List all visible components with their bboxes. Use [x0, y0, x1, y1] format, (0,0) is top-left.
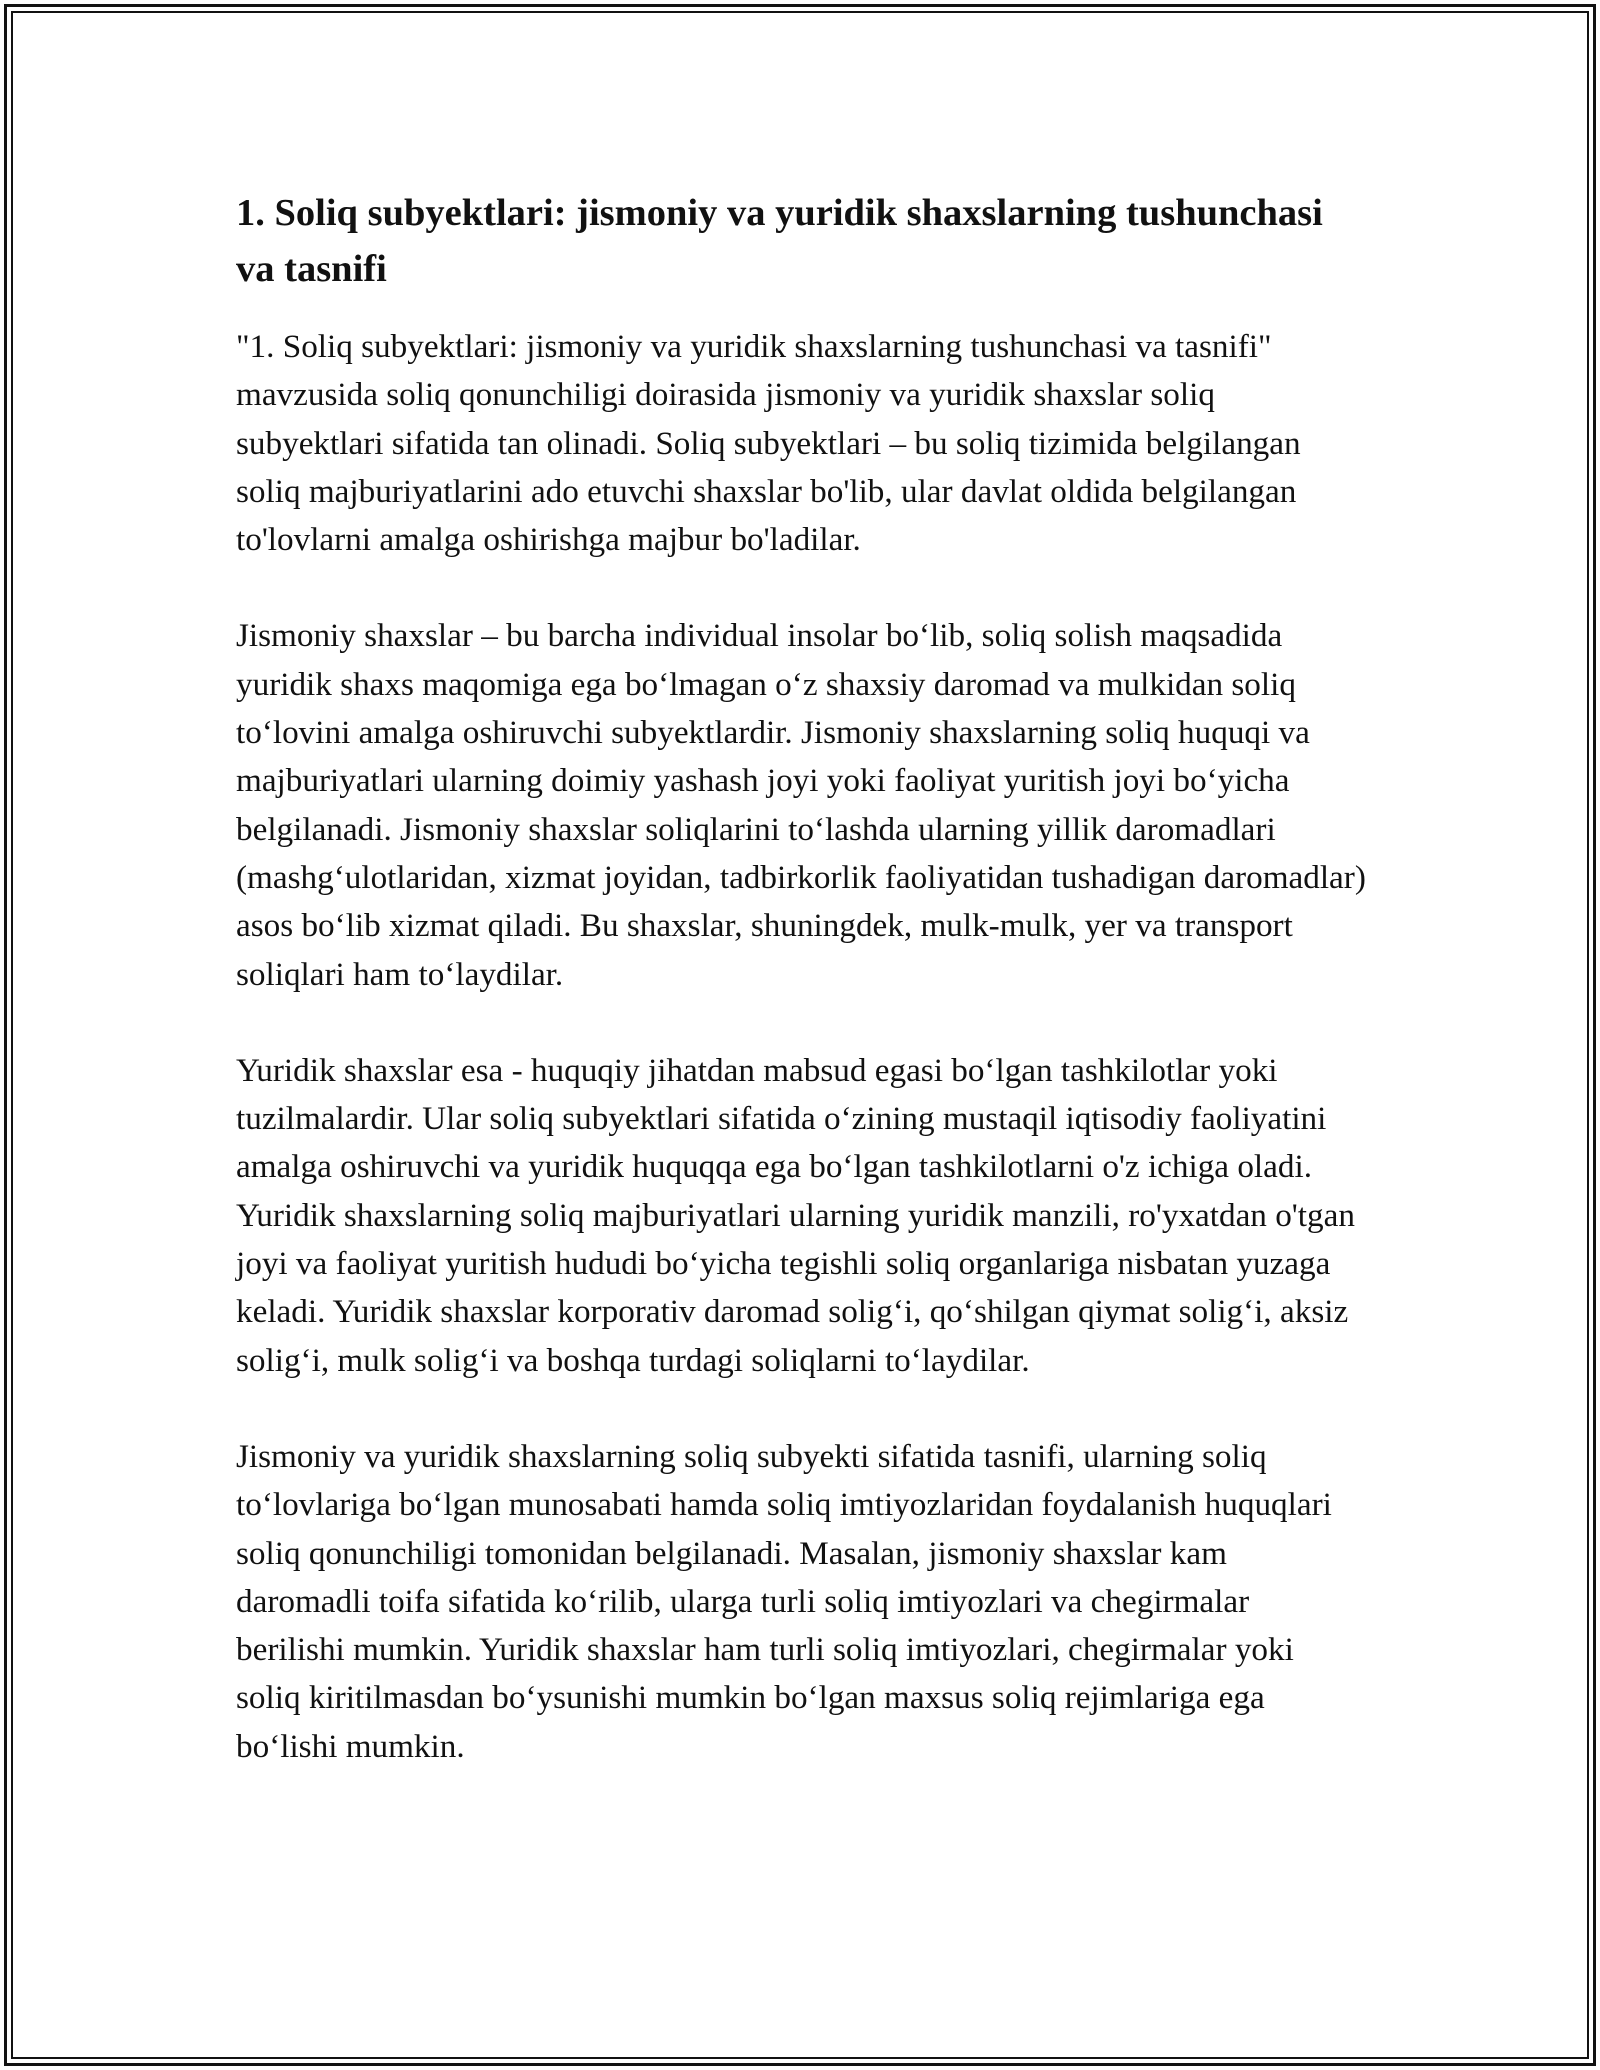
paragraph-classification: Jismoniy va yuridik shaxslarning soliq subyekti sifatida tasnifi, ularning soliq to‘lovlariga bo‘lgan munosabati hamda soliq imtiyozlaridan foydalanish huquqlari soliq qonunchiligi tomonidan belgilanadi. Masalan, jismoniy shaxslar kam daromadli toifa sifatida ko‘rilib, ularga turli soliq imtiyozlari va chegirmalar berilishi mumkin. Yuridik shaxslar ham turli soliq imtiyozlari, chegirmalar yoki soliq kiritilmasdan bo‘ysunishi mumkin bo‘lgan maxsus soliq rejimlariga ega bo‘lishi mumkin.: [236, 1437, 1332, 1765]
paragraph-intro: "1. Soliq subyektlari: jismoniy va yuridik shaxslarning tushunchasi va tasnifi" mavzusida soliq qonunchiligi doirasida jismoniy va yuridik shaxslar soliq subyektlari sifatida tan olinadi. Soliq subyektlari – bu soliq tizimida belgilangan soliq majburiyatlarini ado etuvchi shaxslar bo'lib, ular davlat oldida belgilangan to'lovlarni amalga oshirishga majbur bo'ladilar.: [236, 328, 1301, 559]
section-heading: 1. Soliq subyektlari: jismoniy va yuridik shaxslarning tushunchasi va tasnifi: [236, 192, 1323, 290]
document-body: [236, 185, 1366, 1819]
paragraph-legal-entities: Yuridik shaxslar esa - huquqiy jihatdan mabsud egasi bo‘lgan tashkilotlar yoki tuzilmalardir. Ular soliq subyektlari sifatida o‘zining mustaqil iqtisodiy faoliyatini amalga oshiruvchi va yuridik huquqqa ega bo‘lgan tashkilotlarni o'z ichiga oladi. Yuridik shaxslarning soliq majburiyatlari ularning yuridik manzili, ro'yxatdan o'tgan joyi va faoliyat yuritish hududi bo‘yicha tegishli soliq organlariga nisbatan yuzaga keladi. Yuridik shaxslar korporativ daromad solig‘i, qo‘shilgan qiymat solig‘i, aksiz solig‘i, mulk solig‘i va boshqa turdagi soliqlarni to‘laydilar.: [236, 1051, 1355, 1379]
paragraph-individuals: Jismoniy shaxslar – bu barcha individual insolar bo‘lib, soliq solish maqsadida yuridik shaxs maqomiga ega bo‘lmagan o‘z shaxsiy daromad va mulkidan soliq to‘lovini amalga oshiruvchi subyektlardir. Jismoniy shaxslarning soliq huquqi va majburiyatlari ularning doimiy yashash joyi yoki faoliyat yuritish joyi bo‘yicha belgilanadi. Jismoniy shaxslar soliqlarini to‘lashda ularning yillik daromadlari (mashg‘ulotlaridan, xizmat joyidan, tadbirkorlik faoliyatidan tushadigan daromadlar) asos bo‘lib xizmat qiladi. Bu shaxslar, shuningdek, mulk-mulk, yer va transport soliqlari ham to‘laydilar.: [236, 617, 1366, 993]
